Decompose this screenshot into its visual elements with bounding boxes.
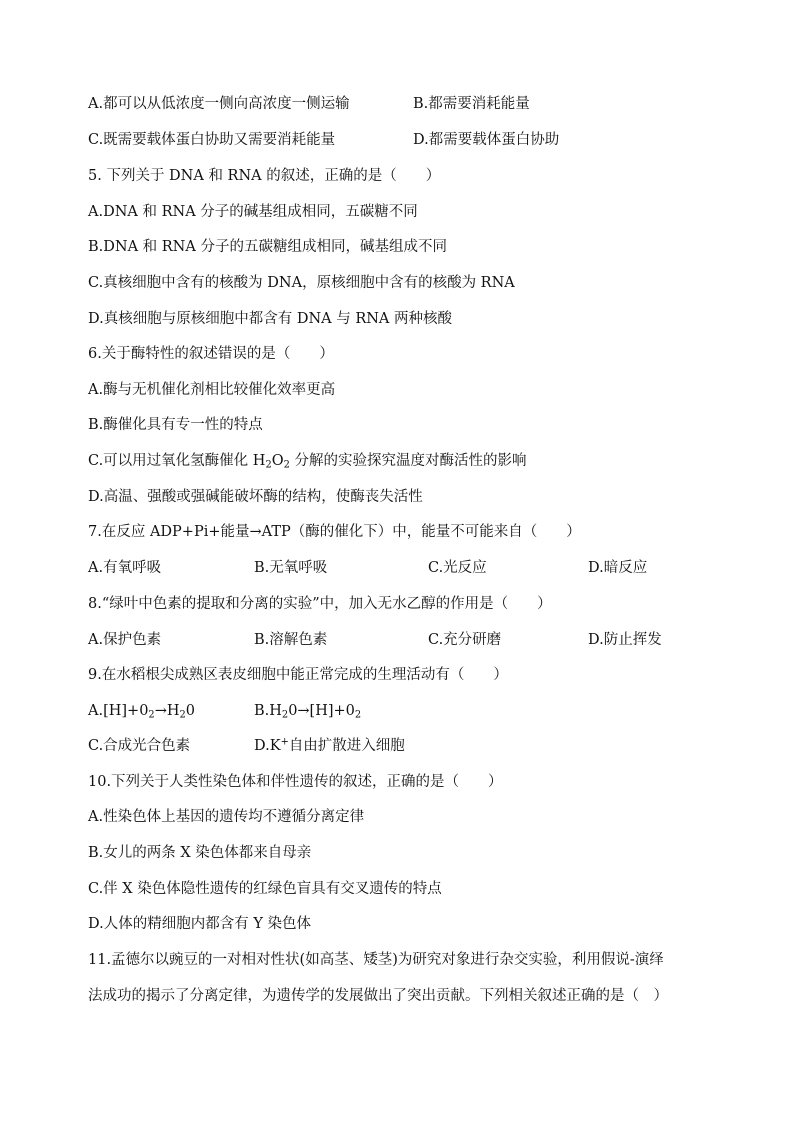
q8-option-d: D.防止挥发 xyxy=(588,632,662,648)
q9-option-a: $A.[H]+0_2\to H_20$ xyxy=(88,703,195,721)
q7-option-a: A.有氧呼吸 xyxy=(88,560,162,576)
q7-option-c: C.光反应 xyxy=(428,560,487,576)
q6-stem: 6.关于酶特性的叙述错误的是（ ） xyxy=(88,346,334,362)
q6-option-d: D.高温、强酸或强碱能破坏酶的结构，使酶丧失活性 xyxy=(88,489,423,505)
q6-option-a: A.酶与无机催化剂相比较催化效率更高 xyxy=(88,382,336,398)
q9-option-c: C.合成光合色素 xyxy=(88,738,191,754)
q10-stem: 10.下列关于人类性染色体和伴性遗传的叙述，正确的是（ ） xyxy=(88,774,503,790)
q7-option-d: D.暗反应 xyxy=(588,560,648,576)
q8-option-a: A.保护色素 xyxy=(88,632,162,648)
q8-option-c: C.充分研磨 xyxy=(428,632,502,648)
q11-stem-line1: 11.孟德尔以豌豆的一对相对性状(如高茎、矮茎)为研究对象进行杂交实验，利用假说-演绎 xyxy=(88,952,664,968)
q8-option-b: B.溶解色素 xyxy=(254,632,328,648)
q4-option-b: B.都需要消耗能量 xyxy=(413,96,530,112)
q10-option-d: D.人体的精细胞内都含有 Y 染色体 xyxy=(88,916,312,932)
q9-option-b: $B.H_20\to[H]+0_2$ xyxy=(254,703,362,721)
q9-option-d: D.K+自由扩散进入细胞 xyxy=(254,736,405,754)
q8-stem: 8.“绿叶中色素的提取和分离的实验”中，加入无水乙醇的作用是（ ） xyxy=(88,596,552,612)
q5-option-b: B.DNA 和 RNA 分子的五碳糖组成相同，碱基组成不同 xyxy=(88,239,447,255)
q11-stem-line2: 法成功的揭示了分离定律，为遗传学的发展做出了突出贡献。下列相关叙述正确的是（ ） xyxy=(88,988,668,1004)
q10-option-c: C.伴 X 染色体隐性遗传的红绿色盲具有交叉遗传的特点 xyxy=(88,881,442,897)
q5-option-d: D.真核细胞与原核细胞中都含有 DNA 与 RNA 两种核酸 xyxy=(88,311,453,327)
q5-option-a: A.DNA 和 RNA 分子的碱基组成相同，五碳糖不同 xyxy=(88,204,418,220)
q4-option-a: A.都可以从低浓度一侧向高浓度一侧运输 xyxy=(88,96,350,112)
q6-option-b: B.酶催化具有专一性的特点 xyxy=(88,417,263,433)
q5-stem: 5. 下列关于 DNA 和 RNA 的叙述，正确的是（ ） xyxy=(88,168,441,184)
q9-stem: 9.在水稻根尖成熟区表皮细胞中能正常完成的生理活动有（ ） xyxy=(88,667,508,683)
q7-stem: 7.在反应 ADP+Pi+能量→ATP（酶的催化下）中，能量不可能来自（ ） xyxy=(88,524,581,540)
q6-option-c: C.可以用过氧化氢酶催化 $H_2O_2$ 分解的实验探究温度对酶活性的影响 xyxy=(88,453,527,471)
q10-option-b: B.女儿的两条 X 染色体都来自母亲 xyxy=(88,845,312,861)
q4-option-d: D.都需要载体蛋白协助 xyxy=(413,132,560,148)
q5-option-c: C.真核细胞中含有的核酸为 DNA，原核细胞中含有的核酸为 RNA xyxy=(88,275,515,291)
q7-option-b: B.无氧呼吸 xyxy=(254,560,328,576)
q4-option-c: C.既需要载体蛋白协助又需要消耗能量 xyxy=(88,132,336,148)
q10-option-a: A.性染色体上基因的遗传均不遵循分离定律 xyxy=(88,809,365,825)
